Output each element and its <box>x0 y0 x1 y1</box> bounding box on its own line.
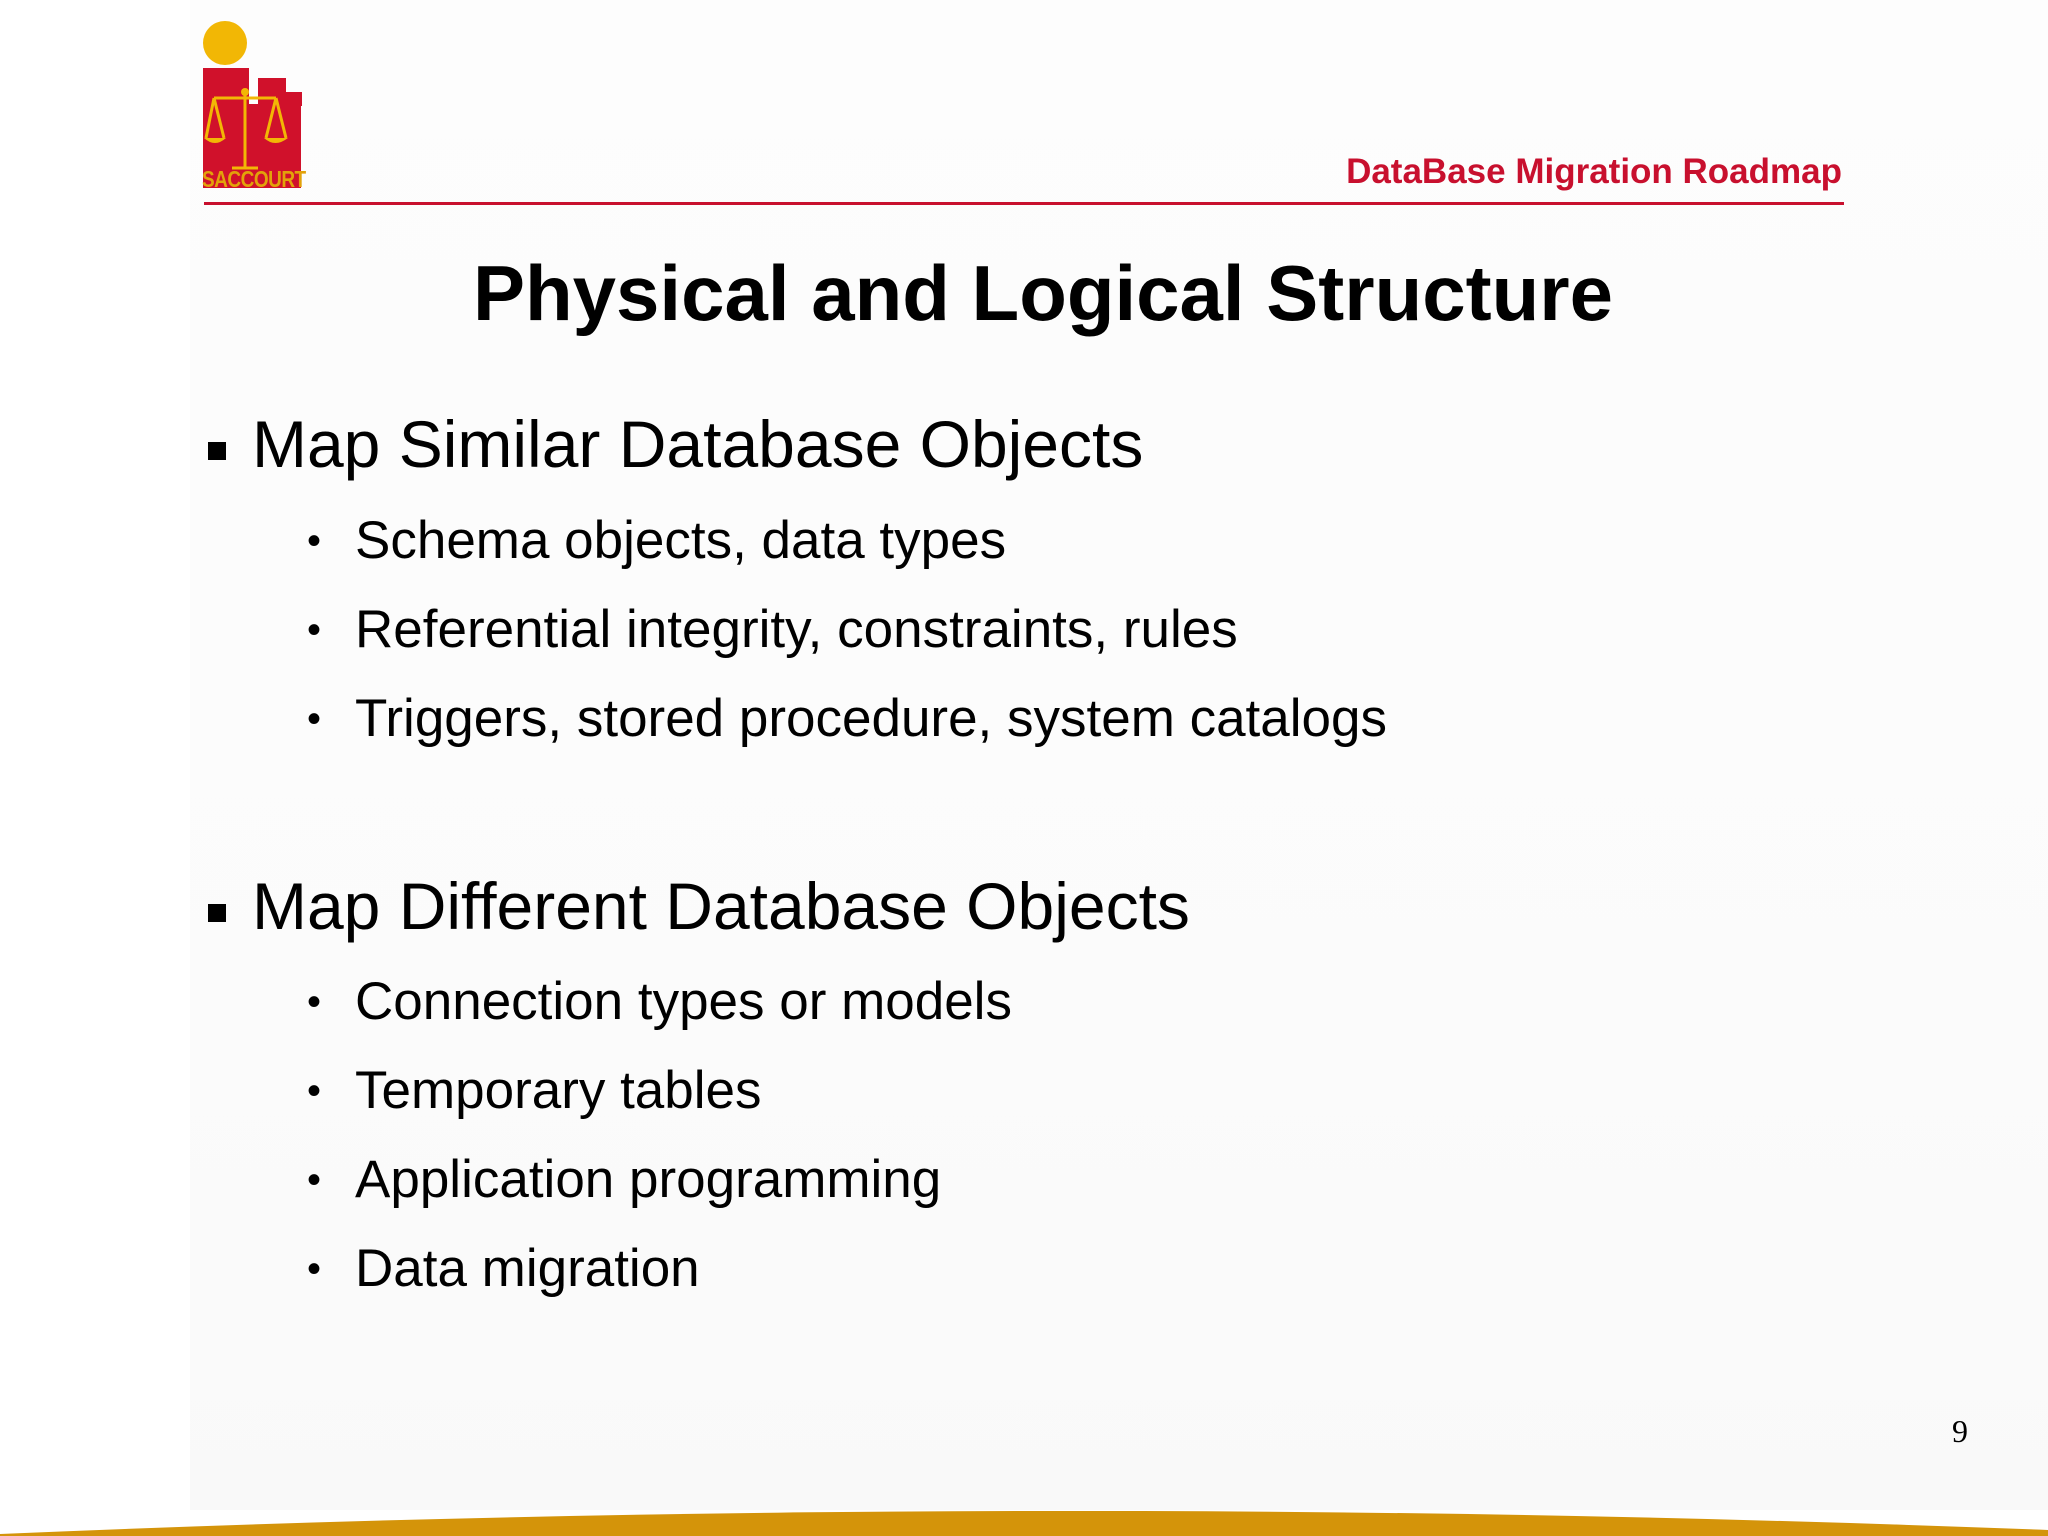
list-item-label: Temporary tables <box>355 1061 762 1120</box>
header-title: DataBase Migration Roadmap <box>1346 152 1842 191</box>
list-item-label: Connection types or models <box>355 972 1012 1031</box>
bullet-icon: • <box>307 1247 322 1291</box>
list-item-label: Application programming <box>355 1150 942 1209</box>
bullet-icon: • <box>307 980 322 1024</box>
page-number: 9 <box>1952 1413 1968 1449</box>
section-heading-similar <box>252 406 1143 482</box>
list-item-label: Referential integrity, constraints, rules <box>355 600 1238 659</box>
list-item <box>307 971 1012 1032</box>
bullet-icon: • <box>307 608 322 652</box>
list-item-label: Triggers, stored procedure, system catalogs <box>355 689 1387 748</box>
section-heading-label: Map Similar Database Objects <box>252 407 1144 481</box>
footer-band <box>0 1490 2048 1536</box>
bullet-icon: • <box>307 697 322 741</box>
list-item-label: Schema objects, data types <box>355 511 1007 570</box>
square-bullet-icon <box>208 904 226 922</box>
slide-title: Physical and Logical Structure <box>473 249 1613 337</box>
list-item <box>307 510 1007 571</box>
list-item <box>307 1238 700 1299</box>
list-item <box>307 688 1387 749</box>
list-item <box>307 599 1238 660</box>
section-heading-label: Map Different Database Objects <box>252 869 1190 943</box>
list-item <box>307 1149 942 1210</box>
list-item-label: Data migration <box>355 1239 700 1298</box>
logo-text: SACCOURT <box>202 168 306 194</box>
header-divider <box>204 202 1844 205</box>
bullet-icon: • <box>307 519 322 563</box>
list-item <box>307 1060 762 1121</box>
square-bullet-icon <box>208 442 226 460</box>
bullet-icon: • <box>307 1158 322 1202</box>
section-heading-different <box>252 868 1190 944</box>
bullet-icon: • <box>307 1069 322 1113</box>
